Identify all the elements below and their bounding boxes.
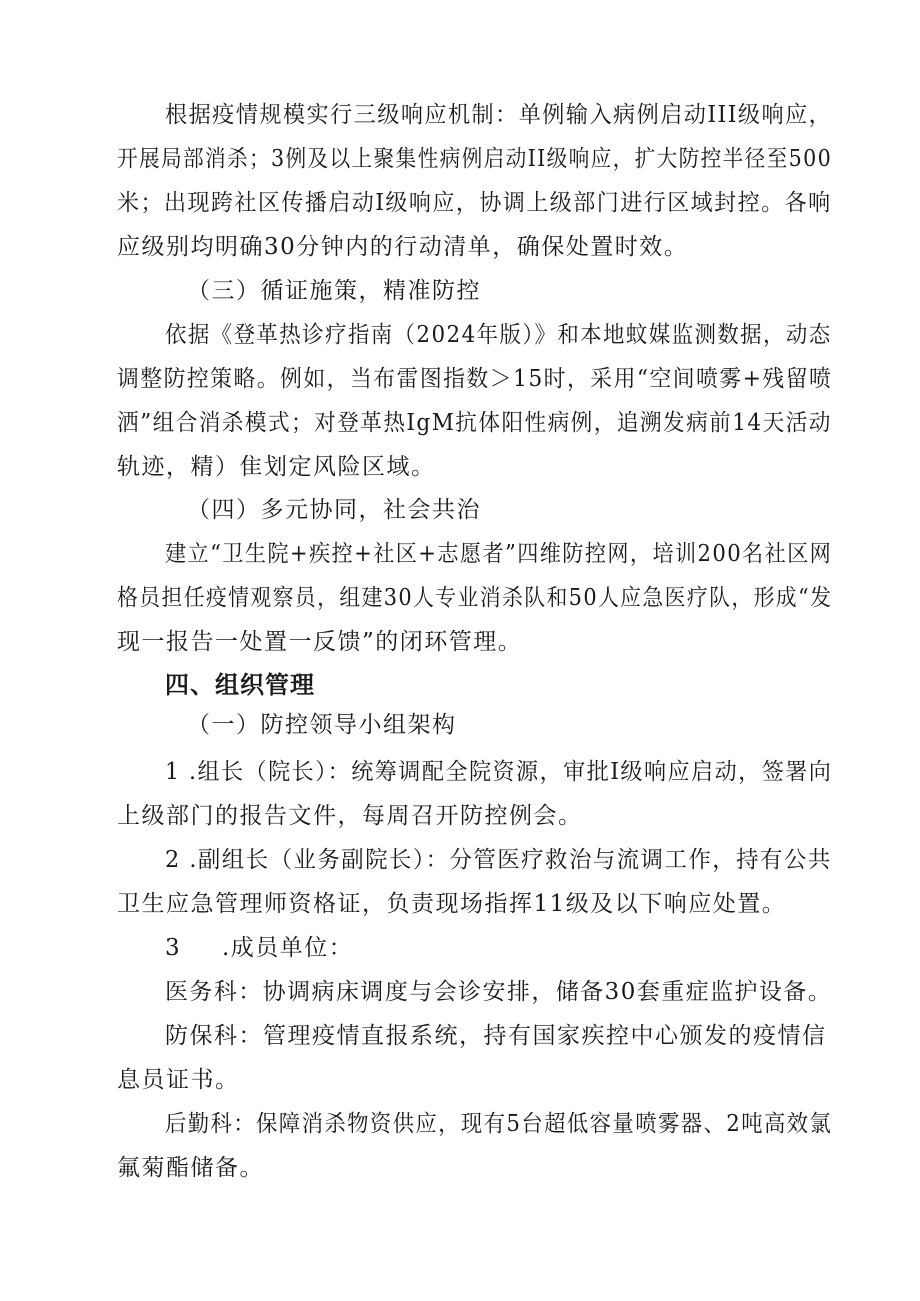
paragraph-line: 现一报告一处置一反馈”的闭环管理。 xyxy=(117,629,523,655)
paragraph-line: 根据疫情规模实行三级响应机制：单例输入病例启动III级响应， xyxy=(165,102,833,128)
paragraph-line: 依据《登革热诊疗指南（2024年版）》和本地蚊媒监测数据，动态 xyxy=(165,322,832,348)
paragraph-line: 调整防控策略。例如，当布雷图指数＞15时，采用“空间喷雾+残留喷 xyxy=(117,366,833,392)
list-item-line: 上级部门的报告文件，每周召开防控例会。 xyxy=(117,803,583,829)
paragraph-line: 后勤科：保障消杀物资供应，现有5台超低容量喷雾器、2吨高效氯 xyxy=(165,1111,833,1137)
list-item-number: 3 xyxy=(165,935,182,961)
paragraph-line: 医务科：协调病床调度与会诊安排，储备30套重症监护设备。 xyxy=(165,979,833,1005)
subsection-heading: （三）循证施策，精准防控 xyxy=(187,278,481,304)
section-heading: 四、组织管理 xyxy=(165,671,315,699)
paragraph-line: 米；出现跨社区传播启动I级响应，协调上级部门进行区域封控。各响 xyxy=(117,190,832,216)
list-item-line: 卫生应急管理师资格证，负责现场指挥11级及以下响应处置。 xyxy=(117,891,787,917)
paragraph-line: 格员担任疫情观察员，组建30人专业消杀队和50人应急医疗队，形成“发 xyxy=(117,585,833,611)
subsection-heading: （四）多元协同，社会共治 xyxy=(187,497,481,523)
paragraph-line: 氟菊酯储备。 xyxy=(117,1155,264,1181)
paragraph-line: 开展局部消杀；3例及以上聚集性病例启动II级响应，扩大防控半径至500 xyxy=(117,146,833,172)
list-item-line: 1 .组长（院长）：统筹调配全院资源，审批I级响应启动，签署向 xyxy=(165,759,833,785)
paragraph-line: 轨迹，精）隹划定风险区域。 xyxy=(117,454,436,480)
paragraph-line: 建立“卫生院+疾控+社区+志愿者”四维防控网，培训200名社区网 xyxy=(165,541,833,567)
list-item-line: 2 .副组长（业务副院长）：分管医疗救治与流调工作，持有公共 xyxy=(165,847,832,873)
paragraph-line: 息员证书。 xyxy=(117,1067,240,1093)
subsection-heading: （一）防控领导小组架构 xyxy=(187,712,457,738)
paragraph-line: 洒”组合消杀模式；对登革热IgM抗体阳性病例，追溯发病前14天活动 xyxy=(117,410,832,436)
list-item-line: .成员单位： xyxy=(222,935,354,961)
paragraph-line: 应级别均明确30分钟内的行动清单，确保处置时效。 xyxy=(117,234,689,260)
paragraph-line: 防保科：管理疫情直报系统，持有国家疾控中心颁发的疫情信 xyxy=(165,1023,827,1049)
